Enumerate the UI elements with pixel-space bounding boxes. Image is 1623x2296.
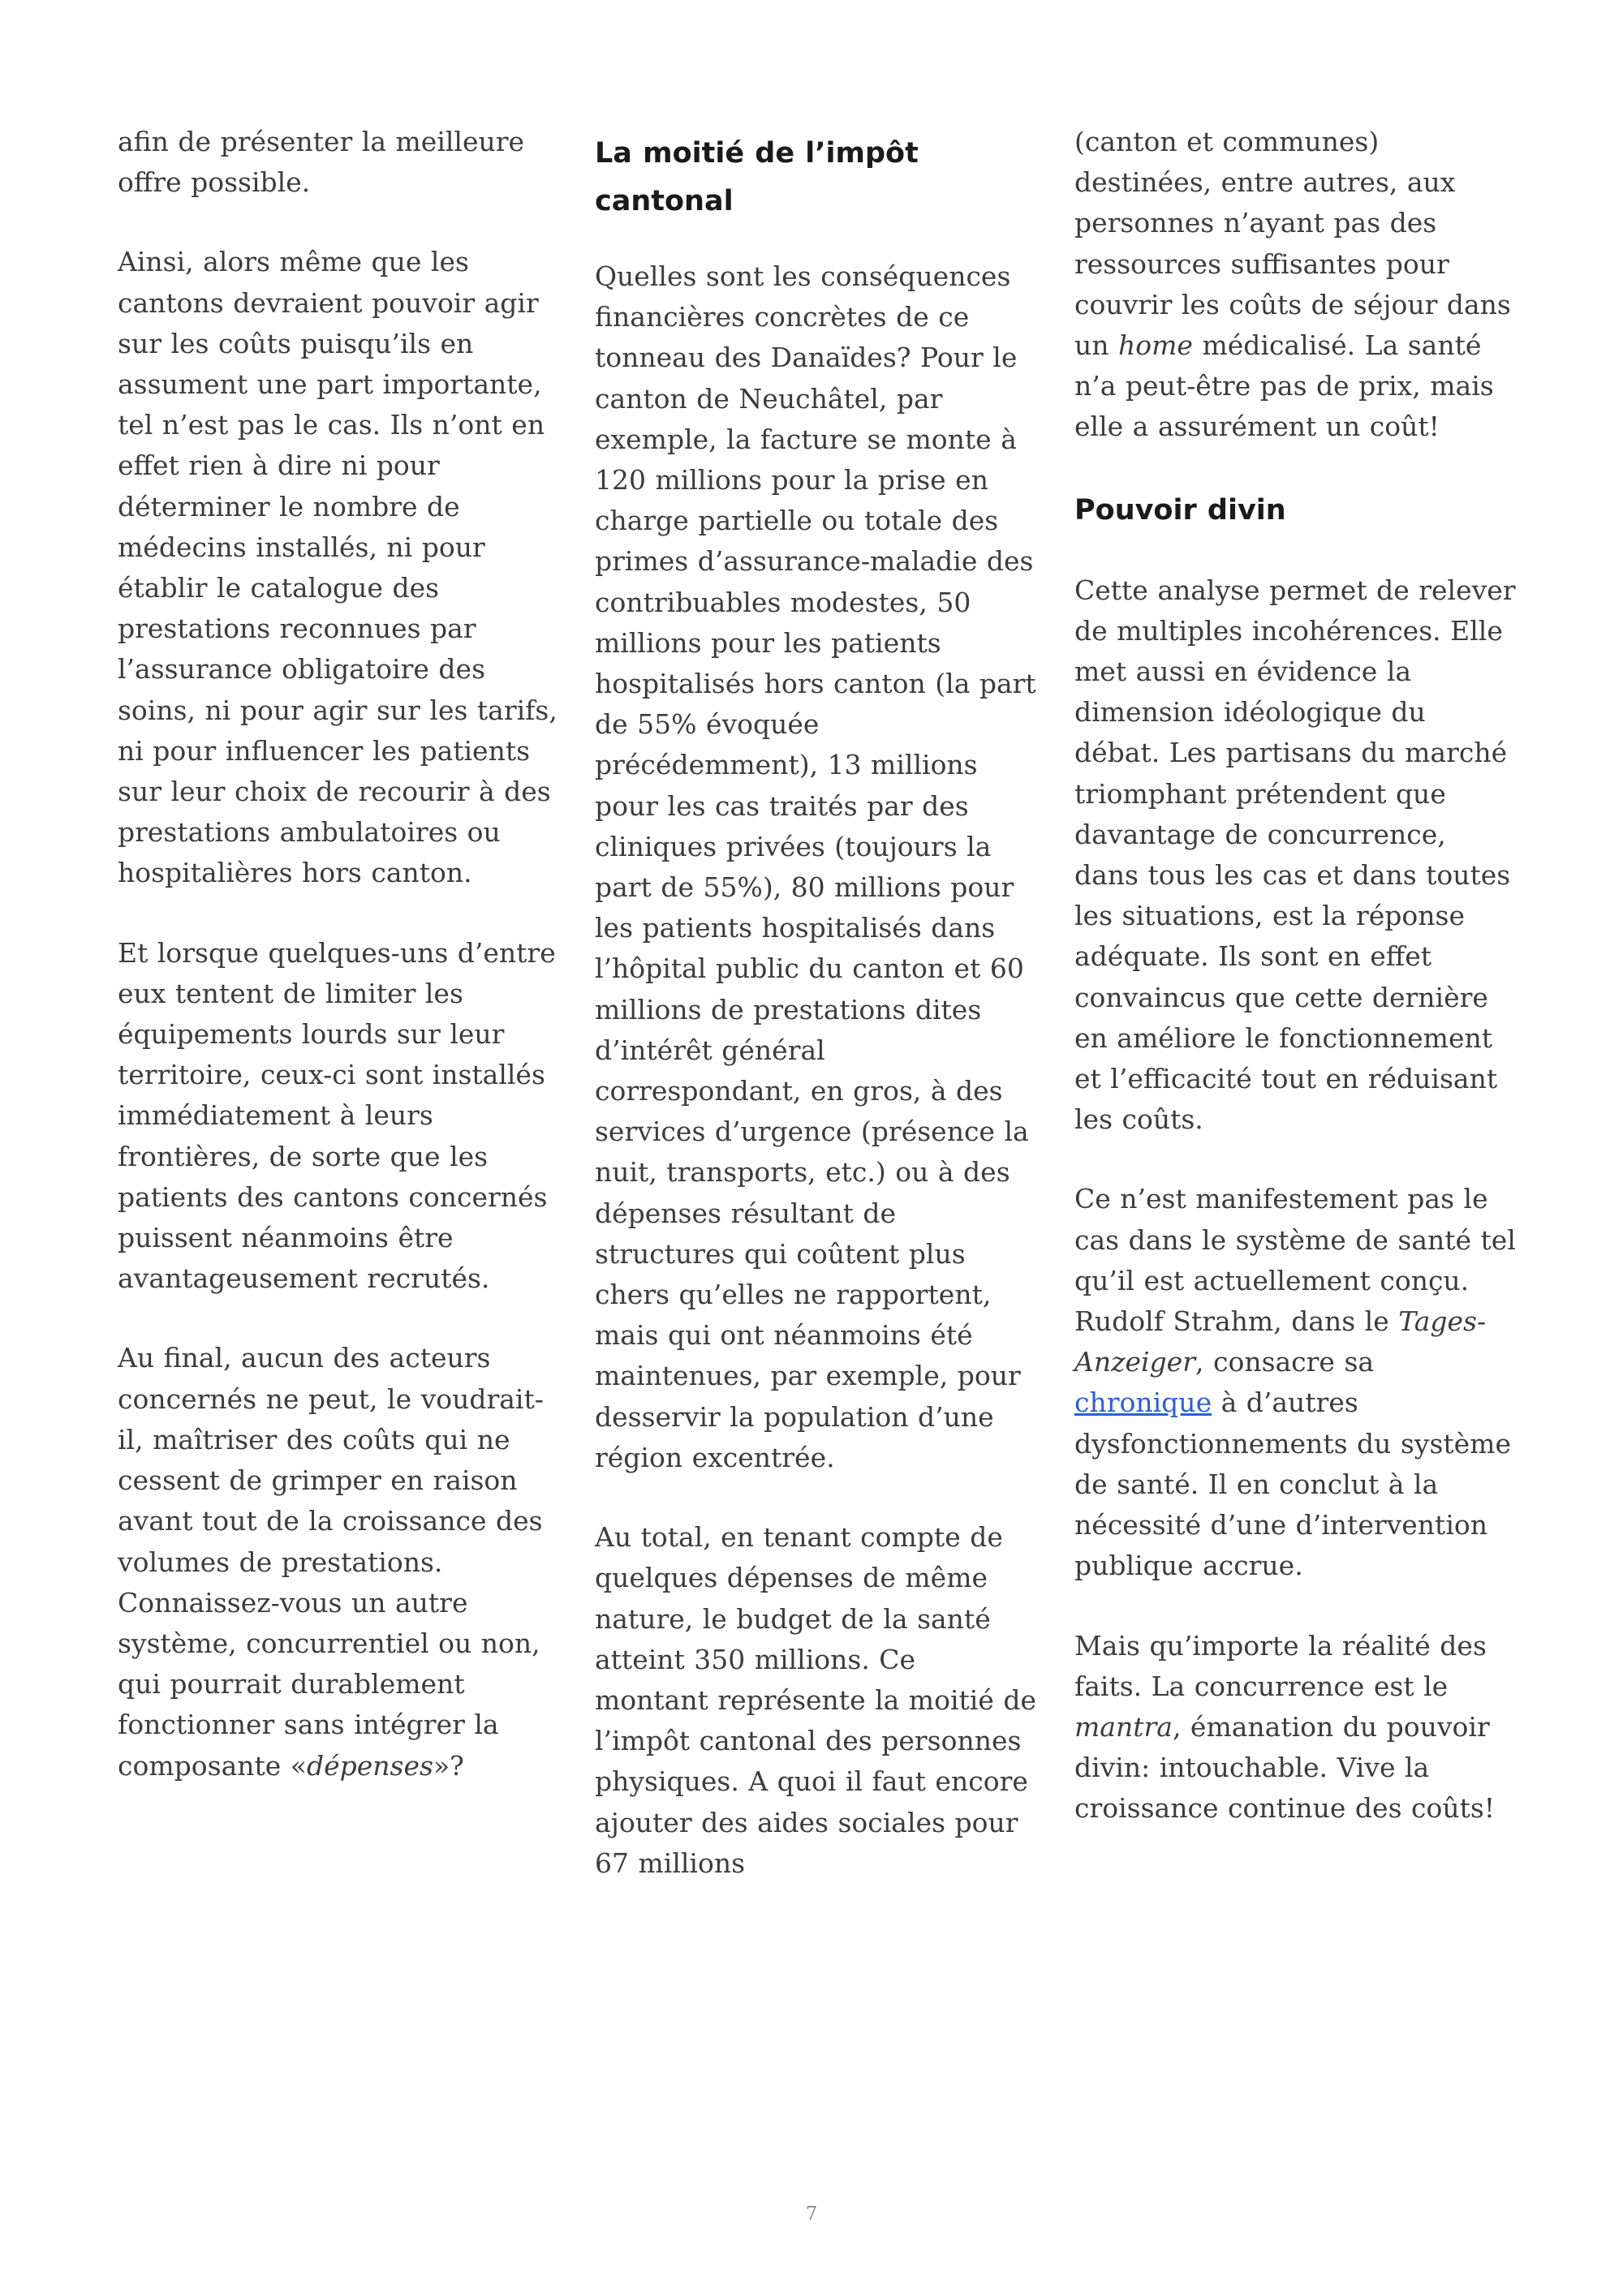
col3-intro-after: médicalisé. La santé n’a peut-être pas de prix, mais elle a assurément un coût!	[1074, 329, 1494, 443]
col3-p3-before: Mais qu’importe la réalité des faits. La concurrence est le	[1074, 1629, 1487, 1702]
col1-paragraph: afin de présenter la meilleure offre possible.	[118, 126, 525, 199]
col1-paragraph: Et lorsque quelques-uns d’entre eux tentent de limiter les équipements lourds sur leur territoire, ceux-ci sont installés immédiatement à leurs frontières, de sorte que les patients des cantons concernés puissent néanmoins être avantageusement recrutés.	[118, 936, 556, 1295]
col3-paragraph-chronique	[1074, 1179, 1517, 1586]
col3-paragraph: Cette analyse permet de relever de multiples incohérences. Elle met aussi en évidence la dimension idéologique du débat. Les partisans du marché triomphant prétendent que davantage de concurrence, dans tous les cas et dans toutes les situations, est la réponse adéquate. Ils sont en effet convaincus que cette dernière en améliore le fonctionnement et l’efficacité tout en réduisant les coûts.	[1074, 574, 1516, 1136]
col3-p2-after: à d’autres dysfonctionnements du système de santé. Il en conclut à la nécessité d’une d’intervention publique accrue.	[1074, 1387, 1511, 1582]
col1-paragraph-final	[118, 1338, 560, 1786]
col1-final-text-after: »?	[433, 1749, 464, 1782]
col2-paragraph: Quelles sont les conséquences financières concrètes de ce tonneau des Danaïdes? Pour le canton de Neuchâtel, par exemple, la facture se monte à 120 millions pour la prise en charge partielle ou totale des primes d’assurance-maladie des contribuables modestes, 50 millions pour les patients hospitalisés hors canton (la part de 55% évoquée précédemment), 13 millions pour les cas traités par des cliniques privées (toujours la part de 55%), 80 millions pour les patients hospitalisés dans l’hôpital public du canton et 60 millions de prestations dites d’intérêt général correspondant, en gros, à des services d’urgence (présence la nuit, transports, etc.) ou à des dépenses résultant de structures qui coûtent plus chers qu’elles ne rapportent, mais qui ont néanmoins été maintenues, par exemple, pour desservir la population d’une région excentrée.	[595, 260, 1036, 1473]
col1-final-italic: dépenses	[306, 1749, 433, 1782]
col3-paragraph-final	[1074, 1626, 1517, 1829]
column-1	[118, 122, 560, 1825]
col1-paragraph: Ainsi, alors même que les cantons devraient pouvoir agir sur les coûts puisqu’ils en assument une part importante, tel n’est pas le cas. Ils n’ont en effet rien à dire ni pour déterminer le nombre de médecins installés, ni pour établir le catalogue des prestations reconnues par l’assurance obligatoire des soins, ni pour agir sur les tarifs, ni pour influencer les patients sur leur choix de recourir à des prestations ambulatoires ou hospitalières hors canton.	[118, 246, 558, 889]
col3-p3-after: , émanation du pouvoir divin: intouchable. Vive la croissance continue des coûts!	[1074, 1710, 1496, 1825]
col3-intro-italic: home	[1118, 329, 1193, 362]
col3-p2-middle: , consacre sa	[1195, 1346, 1375, 1378]
section-heading-impot: La moitié de l’impôt cantonal	[595, 137, 919, 217]
col3-p2-italic: Tages-Anzeiger	[1074, 1305, 1487, 1378]
section-heading-pouvoir-divin: Pouvoir divin	[1074, 493, 1286, 527]
chronique-link[interactable]: chronique	[1074, 1387, 1212, 1419]
page-number: 7	[805, 2204, 818, 2225]
column-2	[595, 122, 1037, 1923]
col3-p2-before: Ce n’est manifestement pas le cas dans le système de santé tel qu’il est actuellement conçu. Rudolf Strahm, dans le	[1074, 1183, 1516, 1338]
col3-intro-paragraph	[1074, 122, 1517, 448]
col2-paragraph: Au total, en tenant compte de quelques dépenses de même nature, le budget de la santé atteint 350 millions. Ce montant représente la moitié de l’impôt cantonal des personnes physiques. A quoi il faut encore ajouter des aides sociales pour 67 millions	[595, 1521, 1037, 1879]
col3-intro-before: (canton et communes) destinées, entre autres, aux personnes n’ayant pas des ressources suffisantes pour couvrir les coûts de séjour dans un	[1074, 126, 1511, 362]
col3-p3-italic: mantra	[1074, 1710, 1173, 1743]
col1-final-text: Au final, aucun des acteurs concernés ne peut, le voudrait-il, maîtriser des coûts qui ne cessent de grimper en raison avant tout de la croissance des volumes de prestations. Connaissez-vous un autre système, concurrentiel ou non, qui pourrait durablement fonctionner sans intégrer la composante «	[118, 1342, 544, 1782]
column-3	[1074, 122, 1517, 1868]
